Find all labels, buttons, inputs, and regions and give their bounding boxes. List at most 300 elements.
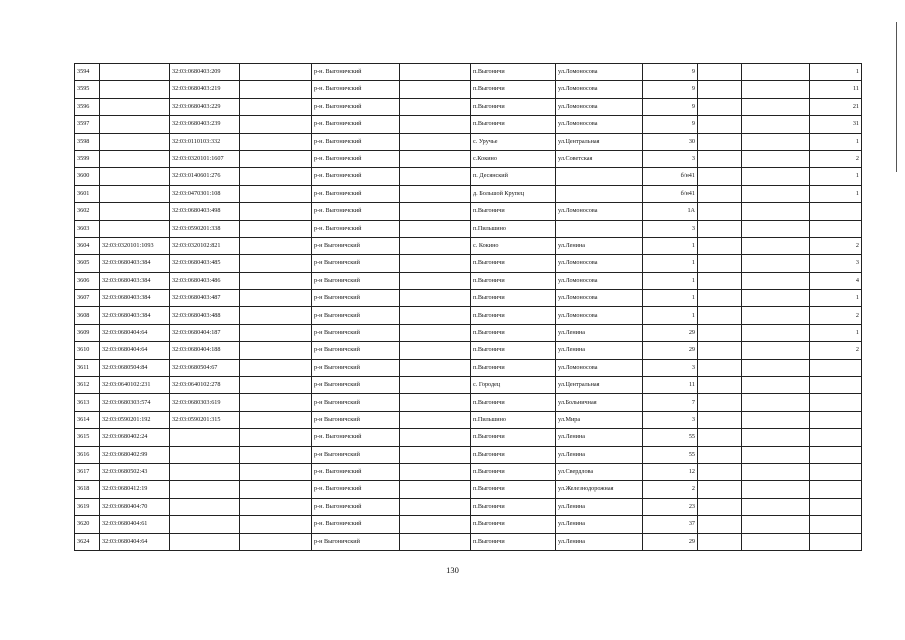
previous-cadastral-number: 32:03:0680412:19	[100, 481, 170, 498]
blank-cell	[240, 516, 312, 533]
locality: п.Выгоничи	[471, 307, 556, 324]
apartment-number: 4	[810, 272, 862, 289]
locality: п.Выгоничи	[471, 290, 556, 307]
cadastral-number: 32:03:0680403:487	[170, 290, 240, 307]
cadastral-number	[170, 516, 240, 533]
blank-cell	[240, 342, 312, 359]
region: р-н Выгоничский	[312, 272, 400, 289]
blank-cell	[240, 133, 312, 150]
blank-cell	[240, 237, 312, 254]
blank-cell	[742, 324, 810, 341]
blank-cell	[698, 324, 742, 341]
row-number: 3619	[75, 498, 100, 515]
locality: п.Выгоничи	[471, 342, 556, 359]
previous-cadastral-number	[100, 220, 170, 237]
street: ул.Ленина	[556, 498, 643, 515]
blank-cell	[400, 446, 471, 463]
house-number: 29	[643, 342, 698, 359]
row-number: 3606	[75, 272, 100, 289]
blank-cell	[698, 307, 742, 324]
locality: п.Выгоничи	[471, 359, 556, 376]
blank-cell	[400, 133, 471, 150]
row-number: 3614	[75, 411, 100, 428]
blank-cell	[742, 342, 810, 359]
blank-cell	[400, 463, 471, 480]
cadastral-number	[170, 498, 240, 515]
blank-cell	[698, 429, 742, 446]
previous-cadastral-number: 32:03:0680403:384	[100, 272, 170, 289]
blank-cell	[400, 81, 471, 98]
cadastral-number: 32:03:0590201:338	[170, 220, 240, 237]
region: р-н. Выгоничский	[312, 516, 400, 533]
apartment-number: 1	[810, 324, 862, 341]
house-number: 1	[643, 290, 698, 307]
apartment-number: 1	[810, 64, 862, 81]
street: ул.Ломоносова	[556, 255, 643, 272]
blank-cell	[742, 203, 810, 220]
table-row	[75, 498, 862, 515]
row-number: 3612	[75, 377, 100, 394]
locality: п. Десянский	[471, 168, 556, 185]
locality: с. Городец	[471, 377, 556, 394]
row-number: 3602	[75, 203, 100, 220]
house-number: 12	[643, 463, 698, 480]
apartment-number: 2	[810, 150, 862, 167]
blank-cell	[400, 533, 471, 550]
blank-cell	[240, 533, 312, 550]
table-row	[75, 290, 862, 307]
previous-cadastral-number: 32:03:0680402:24	[100, 429, 170, 446]
blank-cell	[240, 98, 312, 115]
row-number: 3610	[75, 342, 100, 359]
apartment-number: 2	[810, 237, 862, 254]
table-row	[75, 185, 862, 202]
table-row	[75, 307, 862, 324]
blank-cell	[698, 463, 742, 480]
house-number: 29	[643, 324, 698, 341]
table-row	[75, 446, 862, 463]
blank-cell	[742, 64, 810, 81]
locality: п.Выгоничи	[471, 516, 556, 533]
table-row	[75, 150, 862, 167]
cadastral-number: 32:03:0680403:239	[170, 116, 240, 133]
region: р-н. Выгоничский	[312, 64, 400, 81]
previous-cadastral-number: 32:03:0680404:70	[100, 498, 170, 515]
house-number: 9	[643, 81, 698, 98]
blank-cell	[400, 237, 471, 254]
row-number: 3594	[75, 64, 100, 81]
locality: п.Выгоничи	[471, 394, 556, 411]
street: ул.Центральная	[556, 133, 643, 150]
house-number: 9	[643, 64, 698, 81]
apartment-number: 11	[810, 81, 862, 98]
blank-cell	[698, 290, 742, 307]
street: ул.Ленина	[556, 446, 643, 463]
cadastral-number: 32:03:0140601:276	[170, 168, 240, 185]
house-number: 29	[643, 533, 698, 550]
blank-cell	[400, 394, 471, 411]
house-number: 1	[643, 272, 698, 289]
blank-cell	[698, 133, 742, 150]
street: ул.Ленина	[556, 516, 643, 533]
street: ул.Ломоносова	[556, 203, 643, 220]
house-number: 1	[643, 255, 698, 272]
cadastral-number: 32:03:0680303:619	[170, 394, 240, 411]
blank-cell	[742, 290, 810, 307]
apartment-number	[810, 429, 862, 446]
house-number: 23	[643, 498, 698, 515]
locality: п.Выгоничи	[471, 116, 556, 133]
house-number: 2	[643, 481, 698, 498]
blank-cell	[698, 533, 742, 550]
previous-cadastral-number: 32:03:0680404:61	[100, 516, 170, 533]
table-row	[75, 98, 862, 115]
previous-cadastral-number: 32:03:0590201:192	[100, 411, 170, 428]
house-number: 3	[643, 411, 698, 428]
blank-cell	[698, 255, 742, 272]
table-row	[75, 463, 862, 480]
blank-cell	[400, 429, 471, 446]
table-row	[75, 203, 862, 220]
region: р-н. Выгоничский	[312, 116, 400, 133]
table-row	[75, 168, 862, 185]
blank-cell	[698, 220, 742, 237]
apartment-number	[810, 516, 862, 533]
table-body	[75, 64, 862, 551]
locality: п.Выгоничи	[471, 98, 556, 115]
previous-cadastral-number: 32:03:0680403:384	[100, 255, 170, 272]
locality: п.Выгоничи	[471, 533, 556, 550]
table-row	[75, 516, 862, 533]
cadastral-number: 32:03:0680403:498	[170, 203, 240, 220]
blank-cell	[240, 429, 312, 446]
street: ул.Советская	[556, 150, 643, 167]
region: р-н Выгоничский	[312, 307, 400, 324]
apartment-number	[810, 394, 862, 411]
blank-cell	[698, 168, 742, 185]
apartment-number	[810, 377, 862, 394]
street: ул.Ленина	[556, 533, 643, 550]
region: р-н. Выгоничский	[312, 133, 400, 150]
house-number: 7	[643, 394, 698, 411]
cadastral-number: 32:03:0590201:315	[170, 411, 240, 428]
cadastral-number: 32:03:0680403:485	[170, 255, 240, 272]
cadastral-number	[170, 429, 240, 446]
blank-cell	[240, 272, 312, 289]
row-number: 3615	[75, 429, 100, 446]
table-row	[75, 394, 862, 411]
blank-cell	[240, 481, 312, 498]
previous-cadastral-number: 32:03:0680303:574	[100, 394, 170, 411]
region: р-н Выгоничский	[312, 394, 400, 411]
region: р-н. Выгоничский	[312, 98, 400, 115]
house-number: 3	[643, 220, 698, 237]
cadastral-number: 32:03:0320102:821	[170, 237, 240, 254]
region: р-н. Выгоничский	[312, 220, 400, 237]
region: р-н Выгоничский	[312, 324, 400, 341]
blank-cell	[742, 220, 810, 237]
blank-cell	[240, 307, 312, 324]
region: р-н Выгоничский	[312, 359, 400, 376]
cadastral-number: 32:03:0680404:188	[170, 342, 240, 359]
region: р-н. Выгоничский	[312, 150, 400, 167]
blank-cell	[400, 150, 471, 167]
locality: п.Выгоничи	[471, 429, 556, 446]
cadastral-number: 32:03:0680403:486	[170, 272, 240, 289]
region: р-н. Выгоничский	[312, 429, 400, 446]
cadastral-number: 32:03:0640102:278	[170, 377, 240, 394]
street: ул.Ломоносова	[556, 116, 643, 133]
cadastral-number	[170, 481, 240, 498]
blank-cell	[400, 359, 471, 376]
cadastral-number	[170, 463, 240, 480]
table-row	[75, 377, 862, 394]
cadastral-number: 32:03:0470301:108	[170, 185, 240, 202]
table-row	[75, 533, 862, 550]
region: р-н. Выгоничский	[312, 185, 400, 202]
house-number: 3	[643, 150, 698, 167]
previous-cadastral-number: 32:03:0680403:384	[100, 290, 170, 307]
cadastral-number	[170, 446, 240, 463]
previous-cadastral-number	[100, 185, 170, 202]
blank-cell	[400, 185, 471, 202]
house-number: 37	[643, 516, 698, 533]
locality: п.Выгоничи	[471, 81, 556, 98]
cadastral-number: 32:03:0680404:187	[170, 324, 240, 341]
row-number: 3616	[75, 446, 100, 463]
locality: п.Выгоничи	[471, 64, 556, 81]
table-row	[75, 272, 862, 289]
previous-cadastral-number: 32:03:0680404:64	[100, 533, 170, 550]
blank-cell	[240, 498, 312, 515]
blank-cell	[742, 411, 810, 428]
blank-cell	[240, 255, 312, 272]
previous-cadastral-number: 32:03:0640102:231	[100, 377, 170, 394]
street: ул.Ленина	[556, 237, 643, 254]
blank-cell	[698, 446, 742, 463]
blank-cell	[742, 533, 810, 550]
region: р-н Выгоничский	[312, 446, 400, 463]
blank-cell	[240, 203, 312, 220]
row-number: 3596	[75, 98, 100, 115]
previous-cadastral-number	[100, 150, 170, 167]
blank-cell	[698, 411, 742, 428]
blank-cell	[400, 481, 471, 498]
page-number: 130	[446, 565, 459, 575]
cadastral-number: 32:03:0320101:1607	[170, 150, 240, 167]
locality: с. Кокино	[471, 237, 556, 254]
row-number: 3618	[75, 481, 100, 498]
blank-cell	[400, 498, 471, 515]
apartment-number: 1	[810, 290, 862, 307]
region: р-н. Выгоничский	[312, 203, 400, 220]
blank-cell	[240, 411, 312, 428]
blank-cell	[400, 168, 471, 185]
blank-cell	[698, 81, 742, 98]
row-number: 3624	[75, 533, 100, 550]
locality: с.Кокино	[471, 150, 556, 167]
blank-cell	[742, 168, 810, 185]
blank-cell	[698, 394, 742, 411]
blank-cell	[698, 116, 742, 133]
blank-cell	[240, 463, 312, 480]
blank-cell	[742, 81, 810, 98]
street: ул.Ломоносова	[556, 64, 643, 81]
apartment-number: 31	[810, 116, 862, 133]
row-number: 3604	[75, 237, 100, 254]
previous-cadastral-number	[100, 203, 170, 220]
table-row	[75, 324, 862, 341]
blank-cell	[400, 411, 471, 428]
blank-cell	[742, 133, 810, 150]
row-number: 3598	[75, 133, 100, 150]
apartment-number	[810, 463, 862, 480]
locality: п.Выгоничи	[471, 272, 556, 289]
blank-cell	[240, 220, 312, 237]
previous-cadastral-number	[100, 98, 170, 115]
previous-cadastral-number: 32:03:0320101:1093	[100, 237, 170, 254]
row-number: 3609	[75, 324, 100, 341]
house-number: 11	[643, 377, 698, 394]
blank-cell	[698, 272, 742, 289]
apartment-number: 2	[810, 307, 862, 324]
house-number: 55	[643, 446, 698, 463]
blank-cell	[698, 237, 742, 254]
street: ул.Железнодорожная	[556, 481, 643, 498]
blank-cell	[742, 394, 810, 411]
blank-cell	[240, 394, 312, 411]
blank-cell	[742, 150, 810, 167]
blank-cell	[240, 168, 312, 185]
blank-cell	[742, 98, 810, 115]
previous-cadastral-number: 32:03:0680403:384	[100, 307, 170, 324]
row-number: 3613	[75, 394, 100, 411]
street	[556, 220, 643, 237]
apartment-number	[810, 446, 862, 463]
street: ул.Ломоносова	[556, 81, 643, 98]
locality: п.Пильшино	[471, 220, 556, 237]
street	[556, 185, 643, 202]
previous-cadastral-number	[100, 64, 170, 81]
blank-cell	[400, 203, 471, 220]
blank-cell	[400, 307, 471, 324]
house-number: 3	[643, 359, 698, 376]
blank-cell	[698, 185, 742, 202]
street: ул.Ломоносова	[556, 307, 643, 324]
row-number: 3620	[75, 516, 100, 533]
row-number: 3599	[75, 150, 100, 167]
apartment-number	[810, 203, 862, 220]
house-number: 55	[643, 429, 698, 446]
apartment-number	[810, 411, 862, 428]
street: ул.Ломоносова	[556, 98, 643, 115]
blank-cell	[742, 359, 810, 376]
table-row	[75, 64, 862, 81]
locality: п.Выгоничи	[471, 324, 556, 341]
street: ул.Ломоносова	[556, 272, 643, 289]
row-number: 3597	[75, 116, 100, 133]
region: р-н. Выгоничский	[312, 498, 400, 515]
region: р-н. Выгоничский	[312, 81, 400, 98]
locality: п.Пильшино	[471, 411, 556, 428]
previous-cadastral-number: 32:03:0680504:84	[100, 359, 170, 376]
previous-cadastral-number: 32:03:0680502:43	[100, 463, 170, 480]
region: р-н. Выгоничский	[312, 481, 400, 498]
blank-cell	[240, 116, 312, 133]
cadastral-number: 32:03:0680403:219	[170, 81, 240, 98]
cadastral-number: 32:03:0680403:209	[170, 64, 240, 81]
blank-cell	[400, 290, 471, 307]
cadastral-number: 32:03:0680504:67	[170, 359, 240, 376]
row-number: 3608	[75, 307, 100, 324]
house-number: 9	[643, 116, 698, 133]
blank-cell	[742, 516, 810, 533]
region: р-н Выгоничский	[312, 411, 400, 428]
property-registry-table	[74, 63, 862, 551]
locality: п.Выгоничи	[471, 255, 556, 272]
locality: п.Выгоничи	[471, 481, 556, 498]
blank-cell	[742, 481, 810, 498]
blank-cell	[742, 377, 810, 394]
apartment-number: 21	[810, 98, 862, 115]
table-row	[75, 116, 862, 133]
previous-cadastral-number: 32:03:0680404:64	[100, 342, 170, 359]
table-row	[75, 429, 862, 446]
row-number: 3600	[75, 168, 100, 185]
house-number: б/н41	[643, 168, 698, 185]
house-number: б/н41	[643, 185, 698, 202]
blank-cell	[400, 116, 471, 133]
previous-cadastral-number: 32:03:0680404:64	[100, 324, 170, 341]
table-row	[75, 342, 862, 359]
house-number: 1	[643, 237, 698, 254]
table-row	[75, 133, 862, 150]
region: р-н. Выгоничский	[312, 463, 400, 480]
house-number: 1	[643, 307, 698, 324]
previous-cadastral-number: 32:03:0680402:99	[100, 446, 170, 463]
blank-cell	[698, 516, 742, 533]
locality: п.Выгоничи	[471, 463, 556, 480]
apartment-number: 3	[810, 255, 862, 272]
previous-cadastral-number	[100, 133, 170, 150]
blank-cell	[742, 255, 810, 272]
cadastral-number: 32:03:0110103:332	[170, 133, 240, 150]
blank-cell	[240, 324, 312, 341]
blank-cell	[240, 359, 312, 376]
row-number: 3595	[75, 81, 100, 98]
street: ул.Ломоносова	[556, 290, 643, 307]
blank-cell	[742, 272, 810, 289]
locality: д. Большой Крупец	[471, 185, 556, 202]
locality: п.Выгоничи	[471, 446, 556, 463]
apartment-number: 2	[810, 342, 862, 359]
blank-cell	[240, 150, 312, 167]
previous-cadastral-number	[100, 116, 170, 133]
blank-cell	[742, 116, 810, 133]
blank-cell	[742, 498, 810, 515]
row-number: 3617	[75, 463, 100, 480]
blank-cell	[240, 185, 312, 202]
street: ул.Ленина	[556, 342, 643, 359]
blank-cell	[698, 98, 742, 115]
house-number: 30	[643, 133, 698, 150]
previous-cadastral-number	[100, 168, 170, 185]
locality: п.Выгоничи	[471, 203, 556, 220]
street: ул.Ломоносова	[556, 359, 643, 376]
apartment-number: 1	[810, 133, 862, 150]
cadastral-number	[170, 533, 240, 550]
apartment-number	[810, 533, 862, 550]
